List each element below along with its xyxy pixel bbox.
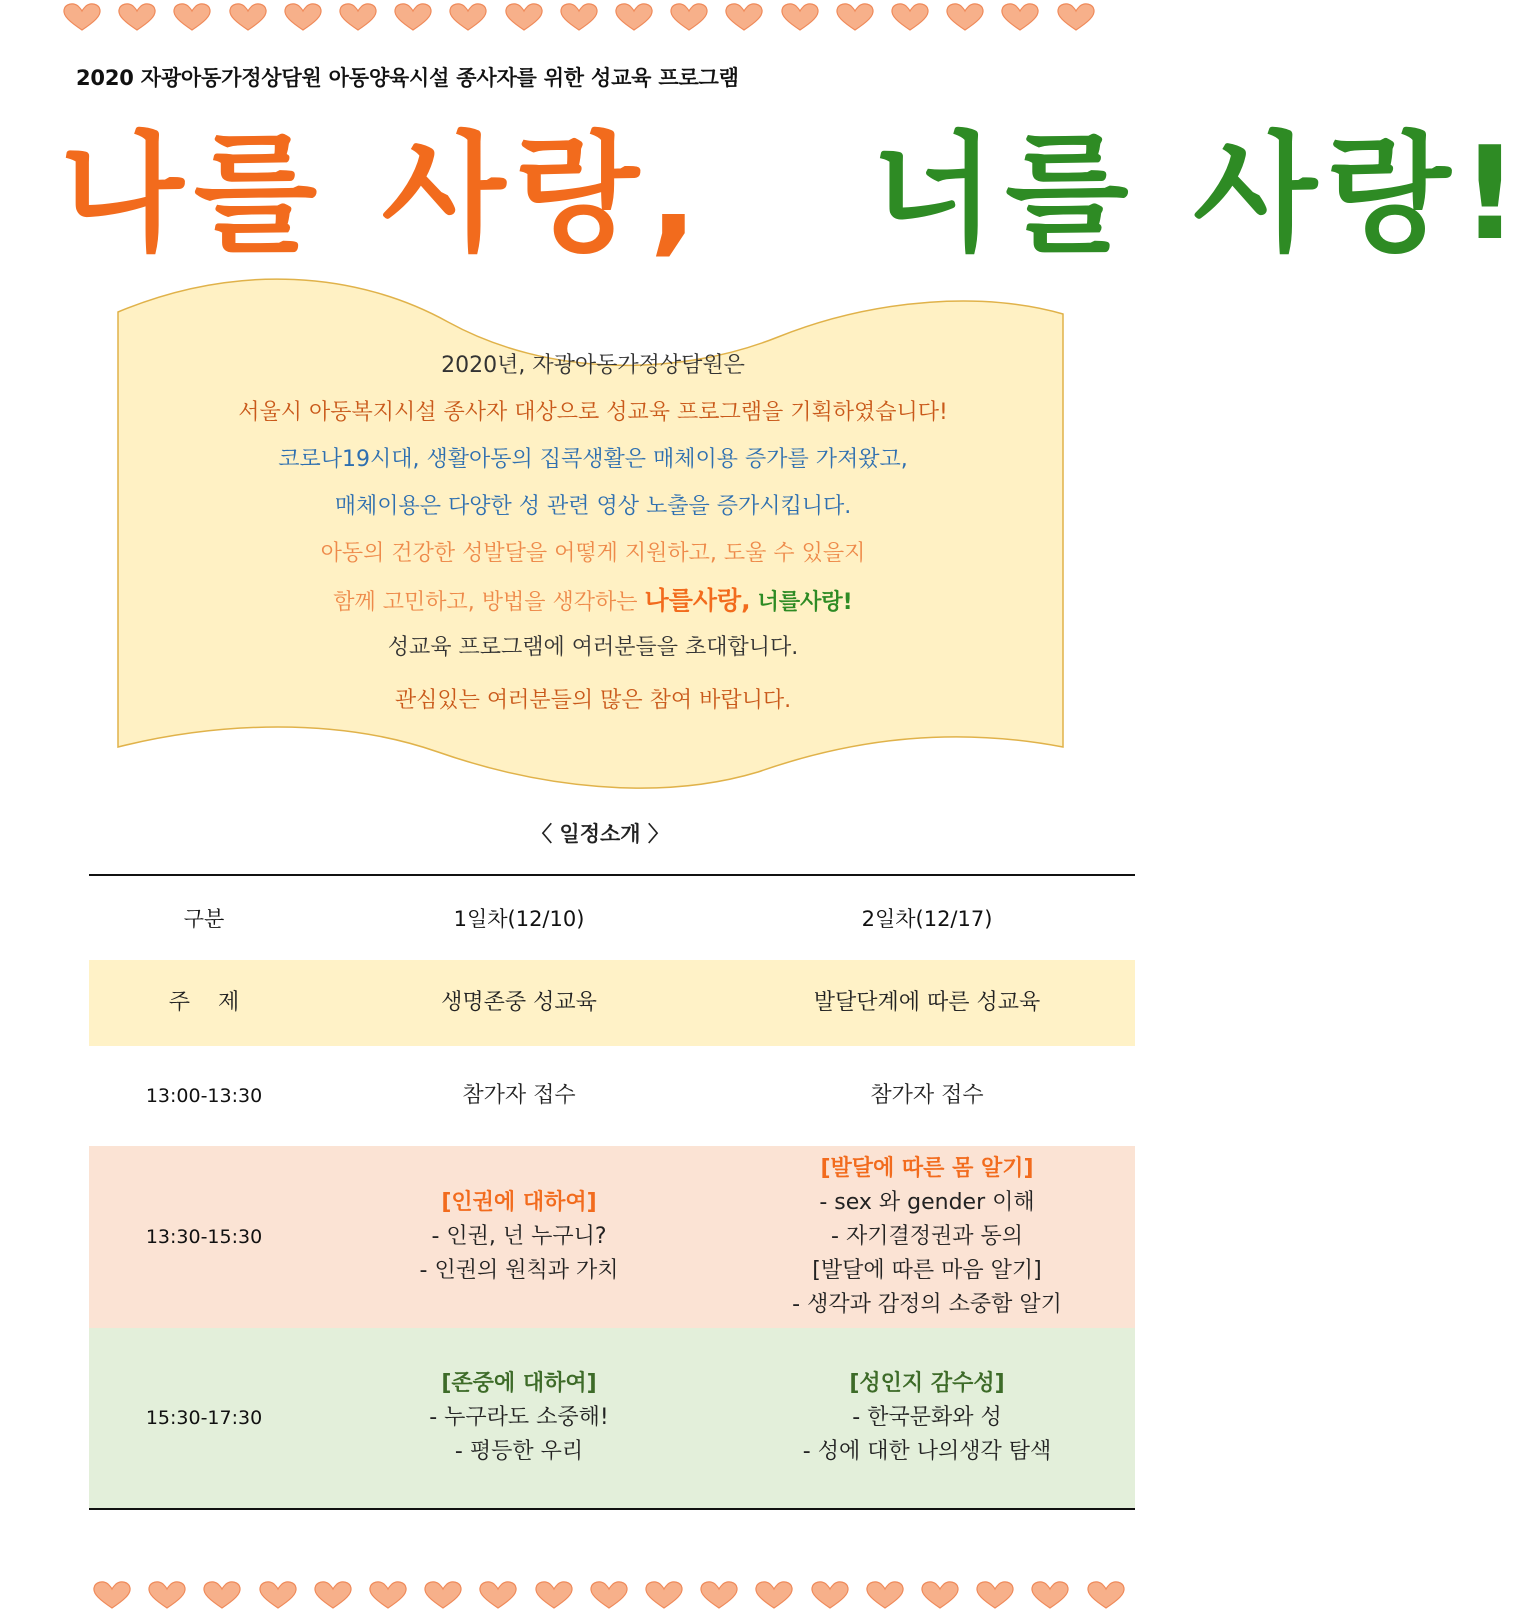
header-label: 구분: [183, 907, 225, 931]
session-item: - 성에 대한 나의생각 탐색: [802, 1439, 1052, 1464]
table-row: [89, 1046, 1135, 1146]
table-row: [89, 1146, 1135, 1328]
inline-title-1: 나를사랑,: [644, 586, 751, 615]
session-item: - 누구라도 소중해!: [429, 1405, 609, 1430]
intro-line-1: 2020년, 자광아동가정상담원은: [441, 353, 745, 378]
intro-line-7: 성교육 프로그램에 여러분들을 초대합니다.: [387, 635, 799, 660]
heart-icon: [1030, 1580, 1070, 1614]
heart-icon: [534, 1580, 574, 1614]
heart-icon: [92, 1580, 132, 1614]
heart-icon: [62, 2, 102, 36]
session-title: [존중에 대하여]: [441, 1371, 597, 1396]
heart-icon: [1056, 2, 1096, 36]
heart-icon: [147, 1580, 187, 1614]
theme-day2: 발달단계에 따른 성교육: [813, 990, 1041, 1015]
session-item: - 인권, 넌 누구니?: [431, 1224, 607, 1249]
heart-icon: [228, 2, 268, 36]
main-title-part1: 나를 사랑,: [60, 120, 708, 269]
intro-line-4: 매체이용은 다양한 성 관련 영상 노출을 증가시킵니다.: [334, 494, 852, 519]
heart-icon: [504, 2, 544, 36]
intro-line-2: 서울시 아동복지시설 종사자 대상으로 성교육 프로그램을 기획하였습니다!: [238, 400, 948, 425]
heart-icon: [448, 2, 488, 36]
time-slot: 13:00-13:30: [145, 1085, 263, 1107]
heart-icon: [368, 1580, 408, 1614]
schedule-table: [89, 874, 1135, 1510]
intro-banner: [118, 282, 1068, 782]
table-header-row: [89, 876, 1135, 960]
theme-label: 주 제: [168, 990, 240, 1015]
heart-icon: [780, 2, 820, 36]
intro-line-5: 아동의 건강한 성발달을 어떻게 지원하고, 도울 수 있을지: [320, 541, 866, 566]
heart-icon: [669, 2, 709, 36]
heart-icon: [283, 2, 323, 36]
heart-icon: [835, 2, 875, 36]
heart-icon: [423, 1580, 463, 1614]
heart-icon: [478, 1580, 518, 1614]
heart-icon: [975, 1580, 1015, 1614]
heart-icon: [644, 1580, 684, 1614]
heart-icon: [202, 1580, 242, 1614]
session-item: - 평등한 우리: [454, 1439, 584, 1464]
intro-line-3: 코로나19시대, 생활아동의 집콕생활은 매체이용 증가를 가져왔고,: [278, 447, 908, 472]
main-title-part2: 너를 사랑!: [871, 120, 1529, 269]
session-item: - sex 와 gender 이해: [819, 1190, 1035, 1215]
session-item: - 한국문화와 성: [852, 1405, 1002, 1430]
session-item: [발달에 따른 마음 알기]: [812, 1258, 1042, 1283]
bottom-heart-border: [0, 1580, 1200, 1620]
program-subtitle: 2020 자광아동가정상담원 아동양육시설 종사자를 위한 성교육 프로그램: [76, 66, 739, 90]
heart-icon: [945, 2, 985, 36]
session-title: [성인지 감수성]: [849, 1371, 1005, 1396]
heart-icon: [1086, 1580, 1126, 1614]
session-item: 참가자 접수: [870, 1083, 984, 1108]
intro-line-6-prefix: 함께 고민하고, 방법을 생각하는: [333, 590, 638, 615]
session-item: - 인권의 원칙과 가치: [419, 1258, 619, 1283]
session-item: - 생각과 감정의 소중함 알기: [792, 1292, 1062, 1317]
session-title: [발달에 따른 몸 알기]: [820, 1156, 1034, 1181]
session-item: 참가자 접수: [462, 1083, 576, 1108]
main-title: [60, 110, 1529, 280]
heart-icon: [258, 1580, 298, 1614]
table-row: [89, 1328, 1135, 1508]
header-day1: 1일차(12/10): [453, 907, 585, 931]
heart-icon: [754, 1580, 794, 1614]
heart-icon: [614, 2, 654, 36]
heart-icon: [393, 2, 433, 36]
heart-icon: [865, 1580, 905, 1614]
heart-icon: [117, 2, 157, 36]
schedule-rows: [89, 1046, 1135, 1508]
heart-icon: [172, 2, 212, 36]
heart-icon: [313, 1580, 353, 1614]
time-slot: 13:30-15:30: [145, 1226, 263, 1248]
heart-icon: [920, 1580, 960, 1614]
heart-icon: [1000, 2, 1040, 36]
header-day2: 2일차(12/17): [861, 907, 993, 931]
heart-icon: [890, 2, 930, 36]
schedule-heading: 〈 일정소개 〉: [531, 822, 669, 846]
top-heart-border: [0, 2, 1200, 42]
intro-line-6: [118, 577, 1068, 624]
heart-icon: [699, 1580, 739, 1614]
theme-row: [89, 960, 1135, 1046]
intro-line-8: 관심있는 여러분들의 많은 참여 바랍니다.: [394, 688, 792, 713]
heart-icon: [338, 2, 378, 36]
table-bottom-rule: [89, 1508, 1135, 1510]
session-item: - 자기결정권과 동의: [831, 1224, 1023, 1249]
heart-icon: [724, 2, 764, 36]
inline-title-2: 너를사랑!: [757, 590, 853, 615]
time-slot: 15:30-17:30: [145, 1407, 263, 1429]
heart-icon: [810, 1580, 850, 1614]
heart-icon: [559, 2, 599, 36]
session-title: [인권에 대하여]: [441, 1190, 597, 1215]
theme-day1: 생명존중 성교육: [441, 990, 597, 1015]
heart-icon: [589, 1580, 629, 1614]
